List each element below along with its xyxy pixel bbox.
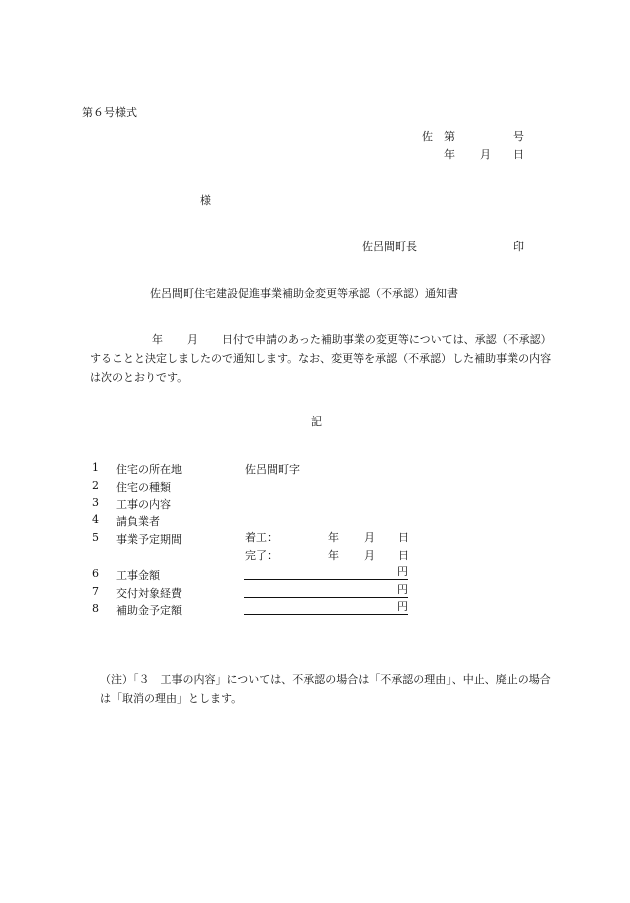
item-number: 7 [92,585,99,598]
item-label: 交付対象経費 [116,587,182,600]
amount-line [244,601,408,615]
item-number: 3 [92,496,99,509]
form-number: 第６号様式 [82,106,137,119]
end-year: 年 [328,549,339,562]
seal-mark: 印 [513,240,524,253]
list-item [92,496,422,512]
addressee-honorific: 様 [200,194,211,207]
end-month: 月 [364,549,375,562]
item-number: 2 [92,479,99,492]
body-text: 日付で申請のあった補助事業の変更等については、承認（不承認）することと決定しましたので通知します。なお、変更等を承認（不承認）した補助事業の内容は次のとおりです。 [90,333,552,384]
item-value: 佐呂間町字 [245,463,300,476]
item-label: 工事金額 [116,569,160,582]
yen-unit: 円 [397,600,408,613]
ki-heading: 記 [311,415,322,428]
item-number: 1 [92,461,99,474]
date-year: 年 [444,148,455,161]
item-label: 事業予定期間 [116,533,182,546]
item-number: 4 [92,513,99,526]
date-month: 月 [480,148,491,161]
start-day: 日 [398,531,409,544]
number-prefix: 第 [444,130,455,143]
date-day: 日 [513,148,524,161]
number-suffix: 号 [513,130,524,143]
item-number: 6 [92,567,99,580]
office-char: 佐 [422,130,433,143]
body-month: 月 [187,333,198,346]
item-label: 住宅の種類 [116,481,171,494]
yen-unit: 円 [397,583,408,596]
item-label: 工事の内容 [116,498,171,511]
body-paragraph [90,330,552,387]
start-year: 年 [328,531,339,544]
item-label: 住宅の所在地 [116,463,182,476]
amount-line [244,566,408,580]
end-label: 完了： [245,549,278,562]
body-year: 年 [152,333,163,346]
amount-line [244,584,408,598]
item-label: 請負業者 [116,515,160,528]
sender-name: 佐呂間町長 [362,240,417,253]
yen-unit: 円 [397,565,408,578]
end-day: 日 [398,549,409,562]
list-item [92,479,422,495]
item-label: 補助金予定額 [116,604,182,617]
item-number: 5 [92,531,99,544]
footnote: （注）「３ 工事の内容」については、不承認の場合は「不承認の理由」、中止、廃止の場合は「取消の理由」とします。 [100,673,551,705]
start-label: 着工： [245,531,278,544]
item-number: 8 [92,602,99,615]
start-month: 月 [364,531,375,544]
list-item [92,513,422,529]
list-item [92,461,422,477]
document-title: 佐呂間町住宅建設促進事業補助金変更等承認（不承認）通知書 [150,287,458,300]
